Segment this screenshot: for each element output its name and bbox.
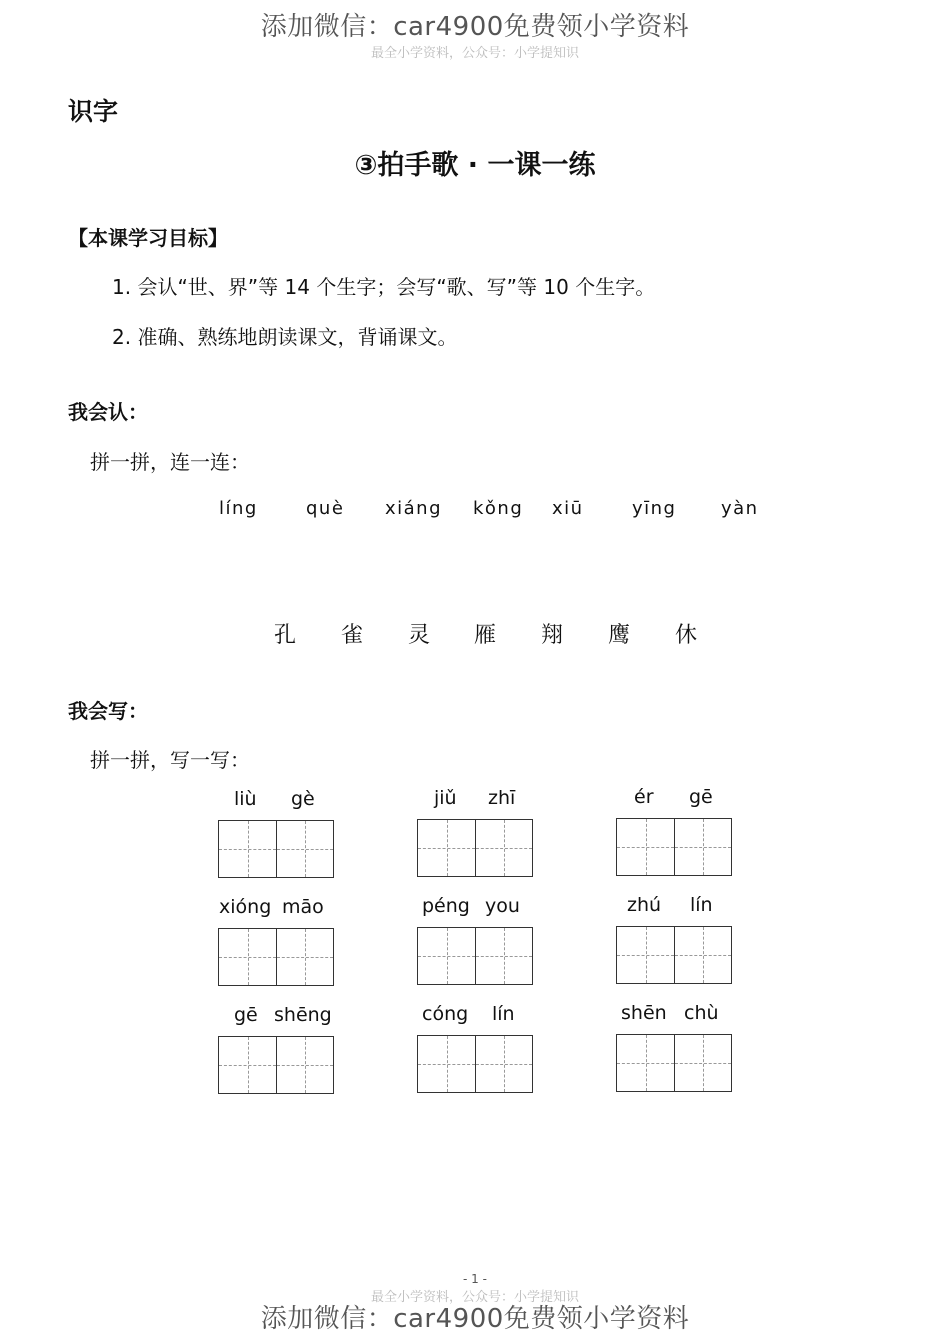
character-item: 孔	[274, 623, 297, 648]
goal-item: 2. 准确、熟练地朗读课文，背诵课文。	[112, 325, 458, 349]
word-pinyin: māo	[282, 896, 324, 918]
goals-heading: 【本课学习目标】	[68, 226, 228, 250]
pinyin-item: líng	[219, 498, 258, 519]
word-pinyin: you	[485, 895, 520, 917]
writing-grid[interactable]	[616, 926, 732, 984]
tian-cell[interactable]	[617, 819, 674, 875]
lesson-title: ③拍手歌 · 一课一练	[354, 150, 596, 181]
character-item: 灵	[408, 623, 431, 648]
character-item: 鹰	[608, 623, 631, 648]
tian-cell[interactable]	[219, 929, 276, 985]
section-label: 识字	[68, 97, 119, 126]
writing-grid[interactable]	[417, 927, 533, 985]
writing-grid[interactable]	[218, 820, 334, 878]
character-row	[0, 618, 950, 648]
tian-cell[interactable]	[418, 820, 475, 876]
pinyin-item: yīng	[632, 498, 677, 519]
tian-cell[interactable]	[617, 927, 674, 983]
writing-grid[interactable]	[616, 818, 732, 876]
recognize-heading: 我会认：	[68, 400, 148, 424]
pinyin-item: xiū	[552, 498, 584, 519]
tian-cell[interactable]	[674, 1035, 731, 1091]
word-pinyin: shēn	[621, 1002, 667, 1024]
character-item: 雁	[474, 623, 497, 648]
tian-cell[interactable]	[475, 820, 532, 876]
tian-cell[interactable]	[418, 1036, 475, 1092]
watermark-bottom: 添加微信：car4900免费领小学资料	[260, 1304, 690, 1334]
word-pinyin: cóng	[422, 1003, 469, 1025]
word-pinyin: shēng	[274, 1004, 332, 1026]
tian-cell[interactable]	[219, 821, 276, 877]
character-item: 休	[675, 623, 698, 648]
watermark-top: 添加微信：car4900免费领小学资料	[260, 12, 690, 42]
goal-item: 1. 会认“世、界”等 14 个生字；会写“歌、写”等 10 个生字。	[112, 275, 656, 299]
tian-cell[interactable]	[276, 821, 333, 877]
character-item: 雀	[341, 623, 364, 648]
faint-header-text: 最全小学资料，公众号：小学提知识	[370, 46, 579, 61]
word-pinyin: lín	[690, 894, 713, 916]
word-pinyin: lín	[492, 1003, 515, 1025]
tian-cell[interactable]	[276, 1037, 333, 1093]
writing-grid[interactable]	[218, 1036, 334, 1094]
word-pinyin: ér	[634, 786, 654, 808]
pinyin-row	[0, 498, 950, 524]
word-pinyin: gè	[291, 788, 315, 810]
write-heading: 我会写：	[68, 699, 148, 723]
pinyin-item: què	[306, 498, 345, 519]
tian-cell[interactable]	[617, 1035, 674, 1091]
word-pinyin: zhú	[627, 894, 662, 916]
tian-cell[interactable]	[219, 1037, 276, 1093]
word-pinyin: zhī	[488, 787, 516, 809]
word-pinyin: péng	[422, 895, 470, 917]
write-instruction: 拼一拼，写一写：	[90, 748, 250, 772]
pinyin-item: yàn	[721, 498, 759, 519]
page-number: - 1 -	[463, 1272, 487, 1286]
pinyin-item: kǒng	[473, 498, 524, 519]
faint-footer-text: 最全小学资料，公众号：小学提知识	[370, 1290, 579, 1305]
word-pinyin: gē	[689, 786, 713, 808]
tian-cell[interactable]	[276, 929, 333, 985]
character-item: 翔	[541, 623, 564, 648]
tian-cell[interactable]	[475, 928, 532, 984]
tian-cell[interactable]	[475, 1036, 532, 1092]
word-pinyin: liù	[234, 788, 257, 810]
word-pinyin: xióng	[219, 896, 272, 918]
word-pinyin: chù	[684, 1002, 719, 1024]
writing-grid[interactable]	[417, 819, 533, 877]
pinyin-item: xiáng	[385, 498, 443, 519]
writing-grid[interactable]	[218, 928, 334, 986]
tian-cell[interactable]	[674, 927, 731, 983]
writing-grid[interactable]	[616, 1034, 732, 1092]
word-pinyin: gē	[234, 1004, 258, 1026]
tian-cell[interactable]	[674, 819, 731, 875]
tian-cell[interactable]	[418, 928, 475, 984]
recognize-instruction: 拼一拼，连一连：	[90, 450, 250, 474]
word-pinyin: jiǔ	[434, 787, 457, 809]
writing-grid[interactable]	[417, 1035, 533, 1093]
